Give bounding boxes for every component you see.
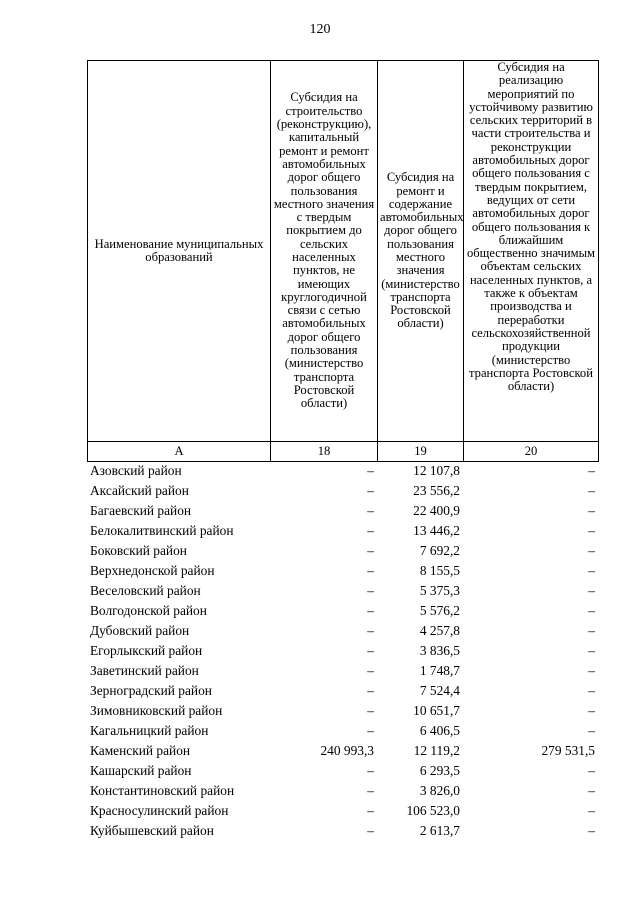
value-col-19: 6 293,5 — [419, 763, 460, 778]
value-col-18: – — [367, 723, 374, 738]
table-row — [87, 501, 598, 521]
value-col-18: – — [367, 823, 374, 838]
value-col-20: – — [588, 663, 595, 678]
table-body — [87, 461, 598, 841]
value-col-19: 22 400,9 — [413, 503, 460, 518]
value-col-18: – — [367, 783, 374, 798]
value-col-19: 3 836,5 — [419, 643, 460, 658]
district-name: Азовский район — [90, 463, 182, 478]
value-col-18: – — [367, 603, 374, 618]
value-col-18: – — [367, 803, 374, 818]
district-name: Кагальницкий район — [90, 723, 209, 738]
index-col-20: 20 — [464, 442, 599, 462]
header-col-18: Субсидия на строительство (реконструкцию), капитальный ремонт и ремонт автомобильных дорог общего пользования местного значения с твердым покрытием до сельских населенных пунктов, не имеющих круглогодичной связи с сетью автомобильных дорог общего пользования (министерство транспорта Ростовской области) — [271, 61, 378, 442]
value-col-20: – — [588, 723, 595, 738]
table-row — [87, 701, 598, 721]
table-row — [87, 721, 598, 741]
value-col-18: – — [367, 503, 374, 518]
value-col-19: 12 107,8 — [413, 463, 460, 478]
value-col-19: 6 406,5 — [419, 723, 460, 738]
value-col-19: 13 446,2 — [413, 523, 460, 538]
district-name: Кашарский район — [90, 763, 192, 778]
district-name: Константиновский район — [90, 783, 235, 798]
district-name: Зерноградский район — [90, 683, 212, 698]
value-col-19: 5 576,2 — [419, 603, 460, 618]
value-col-19: 2 613,7 — [419, 823, 460, 838]
value-col-20: – — [588, 763, 595, 778]
table-row — [87, 621, 598, 641]
value-col-19: 106 523,0 — [406, 803, 460, 818]
value-col-20: – — [588, 643, 595, 658]
header-col-19: Субсидия на ремонт и содержание автомобильных дорог общего пользования местного значения (министерство транспорта Ростовской области) — [378, 61, 464, 442]
table-row — [87, 661, 598, 681]
value-col-20: – — [588, 803, 595, 818]
value-col-18: – — [367, 643, 374, 658]
value-col-18: 240 993,3 — [320, 743, 374, 758]
district-name: Багаевский район — [90, 503, 192, 518]
district-name: Куйбышевский район — [90, 823, 214, 838]
value-col-18: – — [367, 463, 374, 478]
value-col-20: – — [588, 463, 595, 478]
district-name: Боковский район — [90, 543, 187, 558]
value-col-18: – — [367, 483, 374, 498]
table-row — [87, 641, 598, 661]
value-col-20: 279 531,5 — [541, 743, 595, 758]
value-col-19: 3 826,0 — [419, 783, 460, 798]
table-row — [87, 481, 598, 501]
value-col-19: 23 556,2 — [413, 483, 460, 498]
value-col-20: – — [588, 483, 595, 498]
district-name: Дубовский район — [90, 623, 190, 638]
district-name: Заветинский район — [90, 663, 199, 678]
value-col-19: 7 524,4 — [419, 683, 460, 698]
value-col-19: 4 257,8 — [419, 623, 460, 638]
table-row — [87, 741, 598, 761]
value-col-19: 12 119,2 — [413, 743, 460, 758]
table-row — [87, 561, 598, 581]
value-col-20: – — [588, 603, 595, 618]
value-col-20: – — [588, 683, 595, 698]
index-col-19: 19 — [378, 442, 464, 462]
value-col-20: – — [588, 563, 595, 578]
district-name: Аксайский район — [90, 483, 189, 498]
table-row — [87, 781, 598, 801]
district-name: Егорлыкский район — [90, 643, 203, 658]
value-col-19: 7 692,2 — [419, 543, 460, 558]
value-col-20: – — [588, 703, 595, 718]
index-col-18: 18 — [271, 442, 378, 462]
value-col-18: – — [367, 763, 374, 778]
value-col-19: 8 155,5 — [419, 563, 460, 578]
table-header — [87, 60, 599, 462]
table-row — [87, 601, 598, 621]
value-col-18: – — [367, 563, 374, 578]
table-row — [87, 761, 598, 781]
value-col-20: – — [588, 543, 595, 558]
district-name: Веселовский район — [90, 583, 201, 598]
header-col-20: Субсидия на реализацию мероприятий по устойчивому развитию сельских территорий в части строительства и реконструкции автомобильных дорог общего пользования с твердым покрытием, ведущих от сети автомобильных дорог общего пользования к ближайшим общественно значимым объектам сельских населенных пунктов, а также к объектам производства и переработки сельскохозяйственной продукции (министерство транспорта Ростовской области) — [464, 61, 599, 442]
value-col-20: – — [588, 623, 595, 638]
district-name: Верхнедонской район — [90, 563, 215, 578]
district-name: Белокалитвинский район — [90, 523, 234, 538]
value-col-20: – — [588, 823, 595, 838]
value-col-18: – — [367, 683, 374, 698]
district-name: Волгодонской район — [90, 603, 207, 618]
table-row — [87, 801, 598, 821]
value-col-18: – — [367, 543, 374, 558]
value-col-20: – — [588, 523, 595, 538]
value-col-20: – — [588, 503, 595, 518]
table-row — [87, 821, 598, 841]
table-row — [87, 541, 598, 561]
value-col-20: – — [588, 783, 595, 798]
district-name: Красносулинский район — [90, 803, 229, 818]
table-row — [87, 461, 598, 481]
page-number: 120 — [309, 22, 331, 37]
value-col-18: – — [367, 663, 374, 678]
value-col-19: 10 651,7 — [413, 703, 460, 718]
district-name: Зимовниковский район — [90, 703, 223, 718]
value-col-18: – — [367, 523, 374, 538]
district-name: Каменский район — [90, 743, 191, 758]
header-col-name: Наименование муниципальных образований — [88, 61, 271, 442]
value-col-20: – — [588, 583, 595, 598]
table-row — [87, 681, 598, 701]
value-col-19: 5 375,3 — [419, 583, 460, 598]
value-col-19: 1 748,7 — [419, 663, 460, 678]
value-col-18: – — [367, 703, 374, 718]
table-row — [87, 581, 598, 601]
value-col-18: – — [367, 623, 374, 638]
table-row — [87, 521, 598, 541]
value-col-18: – — [367, 583, 374, 598]
index-col-a: А — [88, 442, 271, 462]
